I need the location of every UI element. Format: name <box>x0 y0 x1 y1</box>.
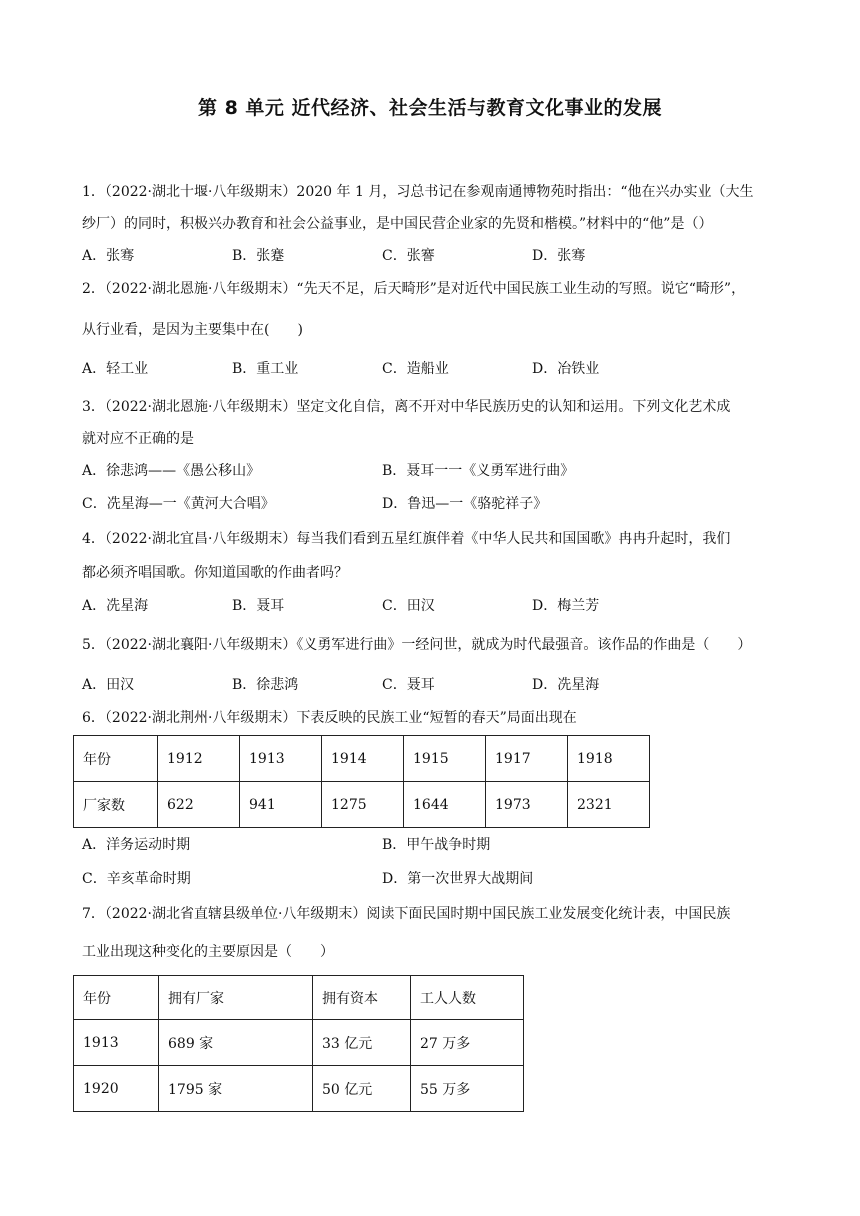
question-1-text-line-1: 1．（2022·湖北十堰·八年级期末）2020 年 1 月，习总书记在参观南通博物苑时指出：“他在兴办实业（大生 <box>82 184 754 200</box>
table-cell: 工人人数 <box>411 976 524 1020</box>
table-row <box>74 1020 524 1066</box>
question-4-option-d: D．梅兰芳 <box>532 598 600 614</box>
question-1-option-a: A．张骞 <box>82 248 135 264</box>
question-2-text-line-2: 从行业看，是因为主要集中在( ) <box>82 322 303 338</box>
table-cell: 拥有厂家 <box>159 976 313 1020</box>
table-cell: 1795 家 <box>159 1066 313 1112</box>
question-5-text-line-1: 5．（2022·湖北襄阳·八年级期末）《义勇军进行曲》一经问世，就成为时代最强音。该作品的作曲是（ ） <box>82 637 752 653</box>
question-4-text-line-2: 都必须齐唱国歌。你知道国歌的作曲者吗？ <box>82 565 348 581</box>
table-cell: 622 <box>158 782 240 828</box>
table-cell: 1913 <box>240 736 322 782</box>
table-row <box>74 976 524 1020</box>
question-6-option-b: B．甲午战争时期 <box>382 837 491 853</box>
question-1-text-line-2: 纱厂）的同时，积极兴办教育和社会公益事业，是中国民营企业家的先贤和楷模。”材料中的“他”是（） <box>82 216 713 232</box>
question-7-text-line-1: 7．（2022·湖北省直辖县级单位·八年级期末）阅读下面民国时期中国民族工业发展变化统计表，中国民族 <box>82 906 731 922</box>
question-2-option-c: C．造船业 <box>382 361 449 377</box>
table-cell: 1973 <box>486 782 568 828</box>
question-3-option-c: C．冼星海—一《黄河大合唱》 <box>82 496 275 512</box>
question-6-option-c: C．辛亥革命时期 <box>82 871 191 887</box>
table-cell: 1644 <box>404 782 486 828</box>
question-6-text-line-1: 6．（2022·湖北荆州·八年级期末）下表反映的民族工业“短暂的春天”局面出现在 <box>82 710 577 726</box>
question-5-option-b: B．徐悲鸿 <box>232 677 299 693</box>
factory-count-table <box>73 735 650 828</box>
question-6-option-d: D．第一次世界大战期间 <box>382 871 534 887</box>
question-4-option-c: C．田汉 <box>382 598 435 614</box>
question-1-option-b: B．张蹇 <box>232 248 285 264</box>
question-2-option-a: A．轻工业 <box>82 361 149 377</box>
table-cell: 年份 <box>74 736 158 782</box>
question-5-option-a: A．田汉 <box>82 677 135 693</box>
table-cell: 厂家数 <box>74 782 158 828</box>
question-4-text-line-1: 4．（2022·湖北宜昌·八年级期末）每当我们看到五星红旗伴着《中华人民共和国国歌》冉冉升起时，我们 <box>82 531 731 547</box>
question-5-option-c: C．聂耳 <box>382 677 435 693</box>
table-cell: 1920 <box>74 1066 159 1112</box>
table-row <box>74 1066 524 1112</box>
question-7-text-line-2: 工业出现这种变化的主要原因是（ ） <box>82 944 334 960</box>
table-cell: 1275 <box>322 782 404 828</box>
question-2-text-line-1: 2．（2022·湖北恩施·八年级期末）“先天不足，后天畸形”是对近代中国民族工业生动的写照。说它“畸形”， <box>82 281 746 297</box>
question-5-option-d: D．冼星海 <box>532 677 600 693</box>
question-3-text-line-2: 就对应不正确的是 <box>82 431 194 447</box>
question-3-option-a: A．徐悲鸿——《愚公移山》 <box>82 463 261 479</box>
question-4-option-b: B．聂耳 <box>232 598 285 614</box>
table-cell: 2321 <box>568 782 650 828</box>
question-4-option-a: A．冼星海 <box>82 598 149 614</box>
table-cell: 1913 <box>74 1020 159 1066</box>
question-1-option-c: C．张謇 <box>382 248 435 264</box>
table-cell: 27 万多 <box>411 1020 524 1066</box>
question-3-option-d: D．鲁迅—一《骆驼祥子》 <box>382 496 548 512</box>
question-6-option-a: A．洋务运动时期 <box>82 837 191 853</box>
table-cell: 1912 <box>158 736 240 782</box>
table-row <box>74 782 650 828</box>
question-2-option-d: D．冶铁业 <box>532 361 600 377</box>
table-cell: 拥有资本 <box>313 976 411 1020</box>
table-cell: 1918 <box>568 736 650 782</box>
table-cell: 年份 <box>74 976 159 1020</box>
table-cell: 941 <box>240 782 322 828</box>
question-3-text-line-1: 3．（2022·湖北恩施·八年级期末）坚定文化自信，离不开对中华民族历史的认知和运用。下列文化艺术成 <box>82 399 731 415</box>
question-1-option-d: D．张骞 <box>532 248 586 264</box>
table-cell: 50 亿元 <box>313 1066 411 1112</box>
table-cell: 1917 <box>486 736 568 782</box>
table-cell: 55 万多 <box>411 1066 524 1112</box>
question-2-option-b: B．重工业 <box>232 361 299 377</box>
industry-statistics-table <box>73 975 524 1112</box>
table-cell: 1915 <box>404 736 486 782</box>
table-cell: 689 家 <box>159 1020 313 1066</box>
question-3-option-b: B．聂耳一一《义勇军进行曲》 <box>382 463 575 479</box>
table-cell: 1914 <box>322 736 404 782</box>
table-row <box>74 736 650 782</box>
page-title: 第 8 单元 近代经济、社会生活与教育文化事业的发展 <box>197 97 663 119</box>
table-cell: 33 亿元 <box>313 1020 411 1066</box>
